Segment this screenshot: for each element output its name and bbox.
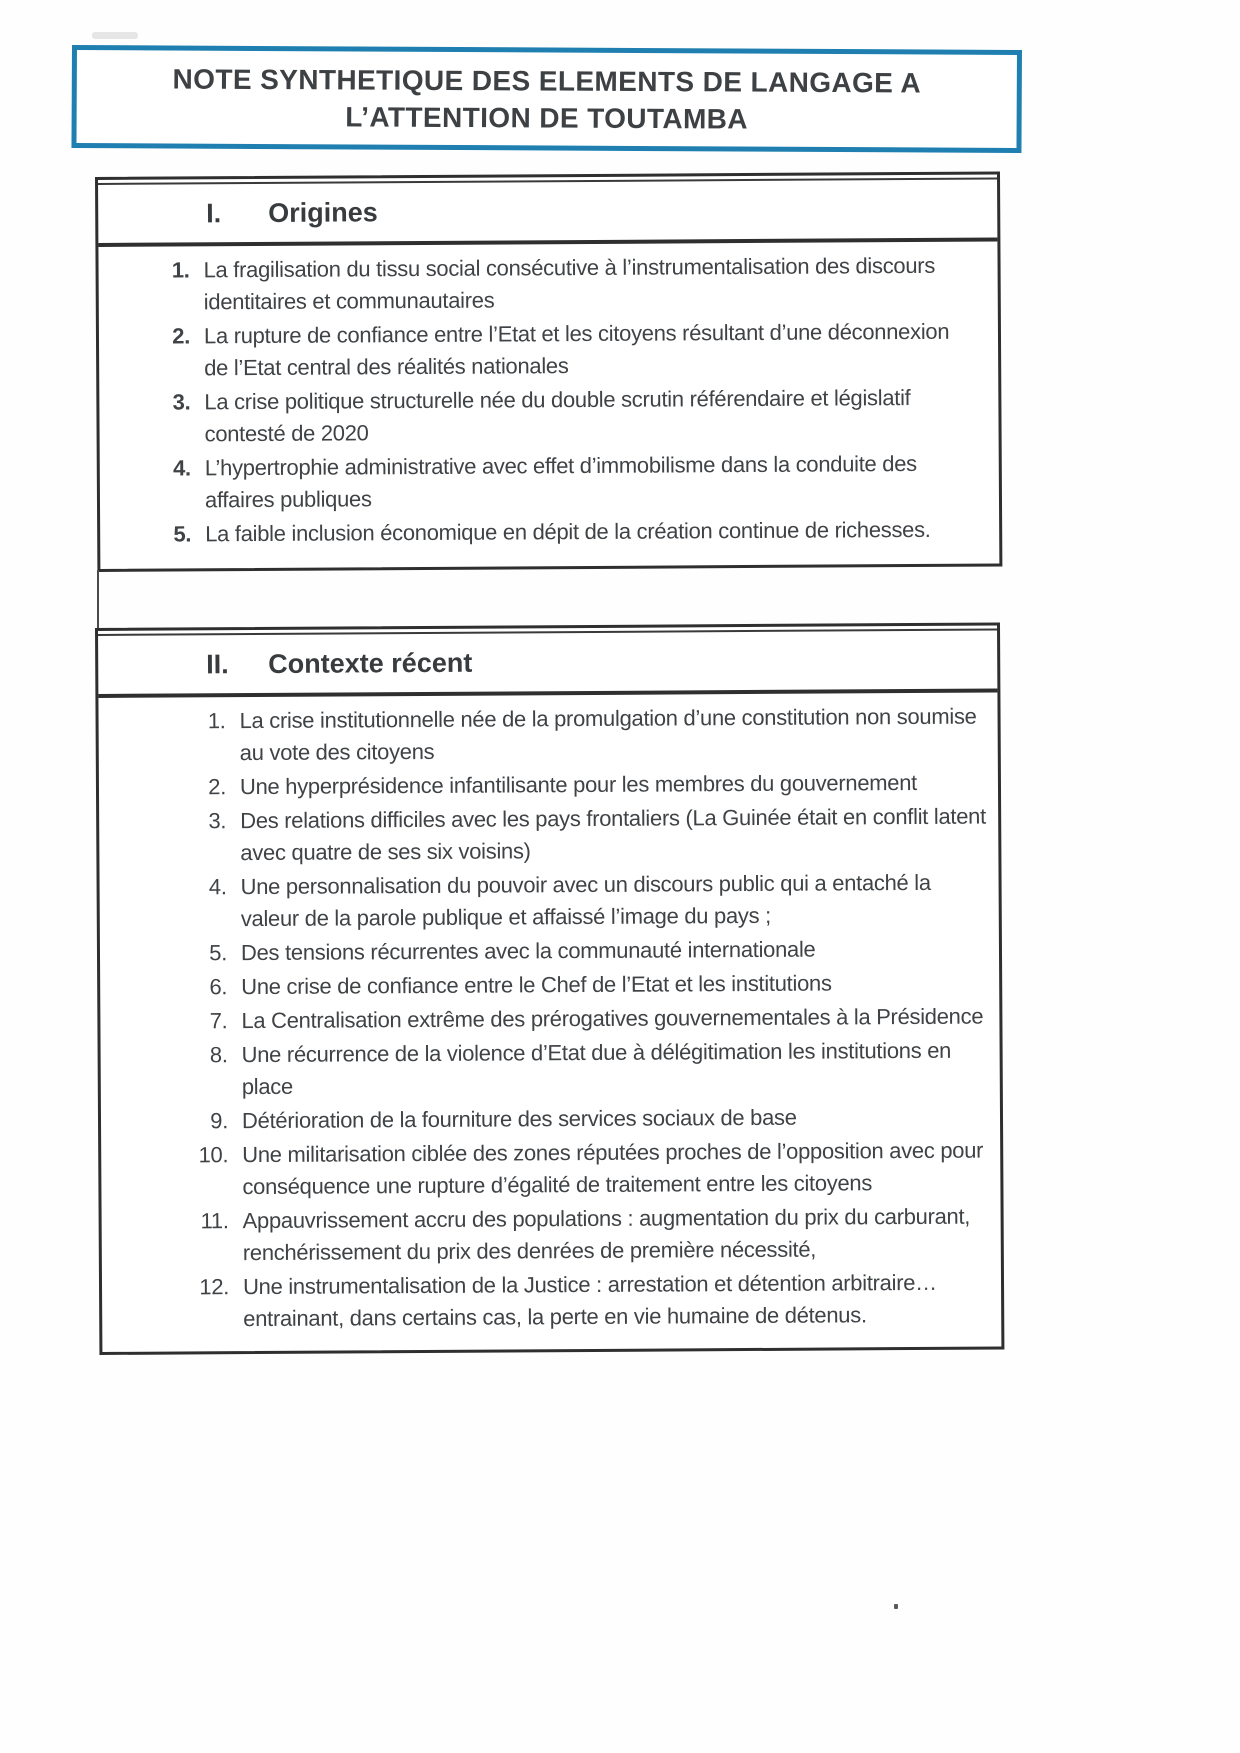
item-number: 8. xyxy=(209,1042,228,1068)
list-item xyxy=(100,932,999,969)
list-item xyxy=(98,249,997,318)
item-text: Une personnalisation du pouvoir avec un discours public qui a entaché la valeur de la parole publique et affaissé l’image du pays ; xyxy=(240,869,931,932)
document-title-line2: L’ATTENTION DE TOUTAMBA xyxy=(345,100,749,135)
list-item xyxy=(99,766,998,803)
item-number: 1. xyxy=(207,708,226,734)
item-number: 3. xyxy=(208,808,227,834)
item-number: 10. xyxy=(198,1142,229,1168)
item-text: L’hypertrophie administrative avec effet d’immobilisme dans la conduite des affaires publiques xyxy=(204,450,917,513)
item-number: 4. xyxy=(208,874,227,900)
document-title-line1: NOTE SYNTHETIQUE DES ELEMENTS DE LANGAGE A xyxy=(172,63,922,98)
section-origines-list xyxy=(98,241,999,550)
list-item xyxy=(99,315,998,384)
item-text: Une instrumentalisation de la Justice : arrestation et détention arbitraire…entrainant, dans certains cas, la perte en vie humaine de détenus. xyxy=(242,1269,937,1332)
item-text: Des relations difficiles avec les pays frontaliers (La Guinée était en conflit latent avec quatre de ses six voisins) xyxy=(240,803,986,866)
section-contexte-recent-list xyxy=(98,692,1001,1335)
item-text: Détérioration de la fourniture des services sociaux de base xyxy=(241,1104,797,1134)
list-item xyxy=(101,1134,1000,1203)
list-item xyxy=(99,866,998,935)
section-origines-header xyxy=(98,177,997,246)
section-contexte-recent-header xyxy=(98,628,997,697)
item-number: 7. xyxy=(209,1008,228,1034)
list-item xyxy=(99,800,998,869)
list-item xyxy=(101,1100,1000,1137)
item-text: La crise institutionnelle née de la promulgation d’une constitution non soumise au vote des citoyens xyxy=(239,703,977,766)
item-text: La fragilisation du tissu social consécutive à l’instrumentalisation des discours identitaires et communautaires xyxy=(203,252,936,315)
list-item xyxy=(99,381,998,450)
list-item xyxy=(100,447,999,516)
item-text: La rupture de confiance entre l’Etat et les citoyens résultant d’une déconnexion de l’Etat central des réalités nationales xyxy=(203,318,950,381)
list-item xyxy=(100,966,999,1003)
scan-dot-artifact xyxy=(894,1604,898,1609)
item-text: Appauvrissement accru des populations : augmentation du prix du carburant, renchérissement du prix des denrées de première nécessité, xyxy=(242,1203,971,1266)
list-item xyxy=(98,700,997,769)
scan-border-artifact xyxy=(97,570,99,630)
item-text: Une récurrence de la violence d’Etat due à délégitimation les institutions en place xyxy=(241,1037,952,1100)
section-origines xyxy=(95,171,1002,572)
item-text: Une hyperprésidence infantilisante pour les membres du gouvernement xyxy=(239,769,918,800)
item-text: Des tensions récurrentes avec la communauté internationale xyxy=(240,936,816,966)
list-item xyxy=(100,513,999,550)
document-title-box xyxy=(71,45,1022,153)
item-text: La faible inclusion économique en dépit de la création continue de richesses. xyxy=(205,516,931,547)
section-numeral: I. xyxy=(206,197,222,228)
section-heading: Contexte récent xyxy=(268,647,473,679)
item-number: 3. xyxy=(172,389,191,415)
list-item xyxy=(102,1266,1001,1335)
item-number: 4. xyxy=(172,455,191,481)
item-number: 5. xyxy=(209,940,228,966)
section-contexte-recent xyxy=(95,622,1004,1355)
item-number: 6. xyxy=(209,974,228,1000)
item-text: La Centralisation extrême des prérogatives gouvernementales à la Présidence xyxy=(241,1003,984,1034)
item-text: Une militarisation ciblée des zones réputées proches de l’opposition avec pour conséquence une rupture d’égalité de traitement entre les citoyens xyxy=(242,1137,984,1200)
item-number: 9. xyxy=(210,1108,229,1134)
item-text: Une crise de confiance entre le Chef de l’Etat et les institutions xyxy=(241,970,832,1000)
item-text: La crise politique structurelle née du double scrutin référendaire et législatif contesté de 2020 xyxy=(204,385,911,447)
item-number: 12. xyxy=(199,1274,230,1300)
list-item xyxy=(102,1200,1001,1269)
list-item xyxy=(100,1000,999,1037)
item-number: 2. xyxy=(172,323,191,349)
section-heading: Origines xyxy=(268,196,378,228)
scan-smudge xyxy=(92,32,138,39)
item-number: 11. xyxy=(200,1208,229,1234)
list-item xyxy=(101,1034,1000,1103)
item-number: 5. xyxy=(173,521,192,547)
item-number: 2. xyxy=(208,774,227,800)
section-numeral: II. xyxy=(206,648,229,679)
item-number: 1. xyxy=(171,257,190,283)
